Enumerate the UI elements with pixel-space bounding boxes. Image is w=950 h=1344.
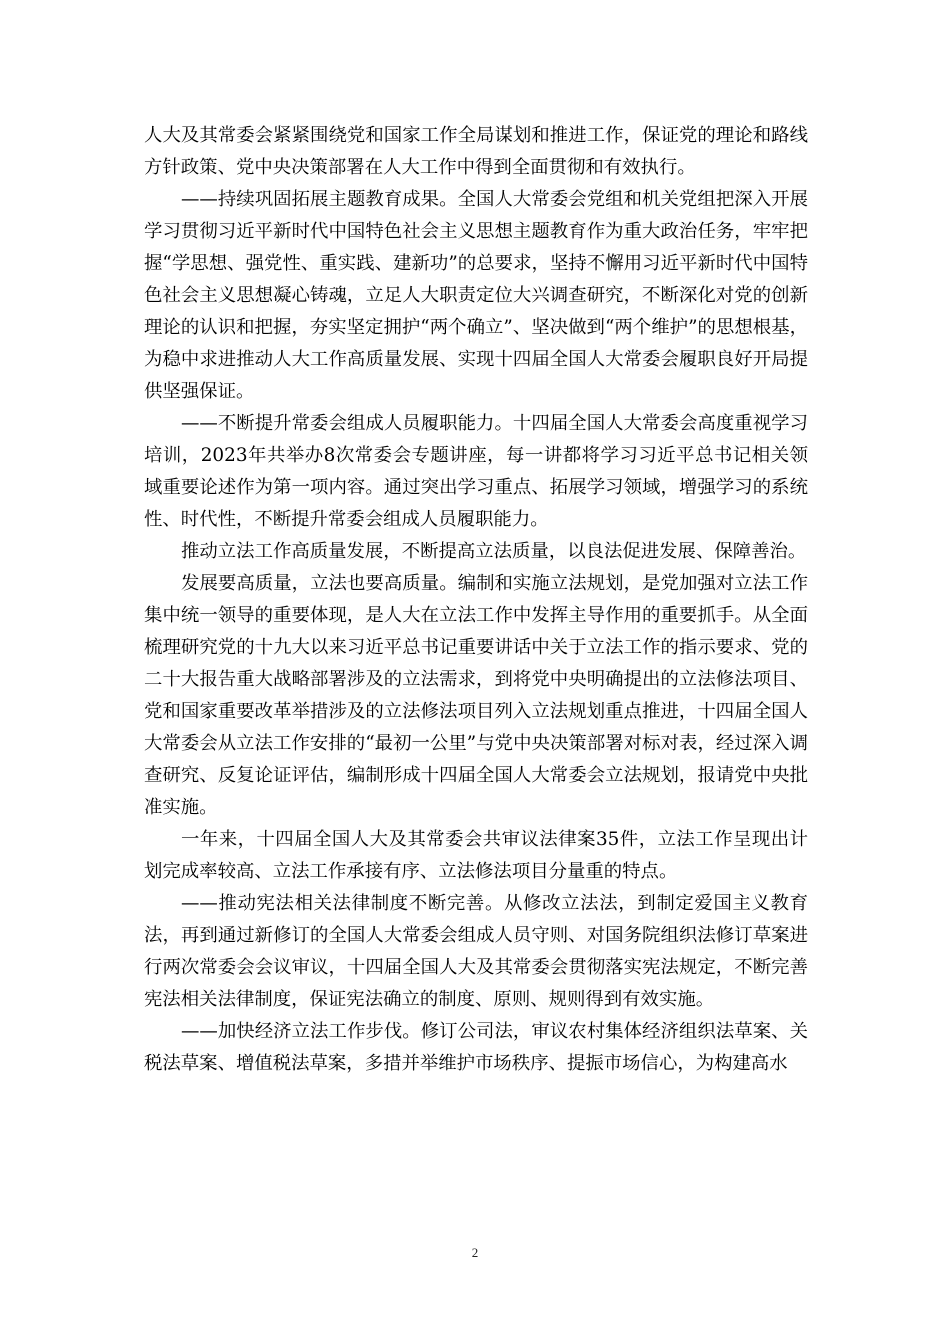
paragraph: ——持续巩固拓展主题教育成果。全国人大常委会党组和机关党组把深入开展学习贯彻习近平新时代中国特色社会主义思想主题教育作为重大政治任务，牢牢把握“学思想、强党性、重实践、建新功”的总要求，坚持不懈用习近平新时代中国特色社会主义思想凝心铸魂，立足人大职责定位大兴调查研究，不断深化对党的创新理论的认识和把握，夯实坚定拥护“两个确立”、坚决做到“两个维护”的思想根基，为稳中求进推动人大工作高质量发展、实现十四届全国人大常委会履职良好开局提供坚强保证。 [144,189,808,402]
page-number: 2 [471,1245,479,1260]
paragraph: ——不断提升常委会组成人员履职能力。十四届全国人大常委会高度重视学习培训，2023年共举办8次常委会专题讲座，每一讲都将学习习近平总书记相关领域重要论述作为第一项内容。通过突出学习重点、拓展学习领域，增强学习的系统性、时代性，不断提升常委会组成人员履职能力。 [144,413,808,530]
paragraph: 人大及其常委会紧紧围绕党和国家工作全局谋划和推进工作，保证党的理论和路线方针政策、党中央决策部署在人大工作中得到全面贯彻和有效执行。 [144,125,808,178]
document-body [144,120,808,1080]
paragraph: 推动立法工作高质量发展，不断提高立法质量，以良法促进发展、保障善治。 [181,541,807,562]
paragraph: ——加快经济立法工作步伐。修订公司法，审议农村集体经济组织法草案、关税法草案、增值税法草案，多措并举维护市场秩序、提振市场信心，为构建高水 [144,1021,808,1074]
paragraph: 一年来，十四届全国人大及其常委会共审议法律案35件，立法工作呈现出计划完成率较高、立法工作承接有序、立法修法项目分量重的特点。 [144,829,808,882]
paragraph: ——推动宪法相关法律制度不断完善。从修改立法法，到制定爱国主义教育法，再到通过新修订的全国人大常委会组成人员守则、对国务院组织法修订草案进行两次常委会会议审议，十四届全国人大及其常委会贯彻落实宪法规定，不断完善宪法相关法律制度，保证宪法确立的制度、原则、规则得到有效实施。 [144,893,808,1010]
paragraph: 发展要高质量，立法也要高质量。编制和实施立法规划，是党加强对立法工作集中统一领导的重要体现，是人大在立法工作中发挥主导作用的重要抓手。从全面梳理研究党的十九大以来习近平总书记重要讲话中关于立法工作的指示要求、党的二十大报告重大战略部署涉及的立法需求，到将党中央明确提出的立法修法项目、党和国家重要改革举措涉及的立法修法项目列入立法规划重点推进，十四届全国人大常委会从立法工作安排的“最初一公里”与党中央决策部署对标对表，经过深入调查研究、反复论证评估，编制形成十四届全国人大常委会立法规划，报请党中央批准实施。 [144,573,808,818]
